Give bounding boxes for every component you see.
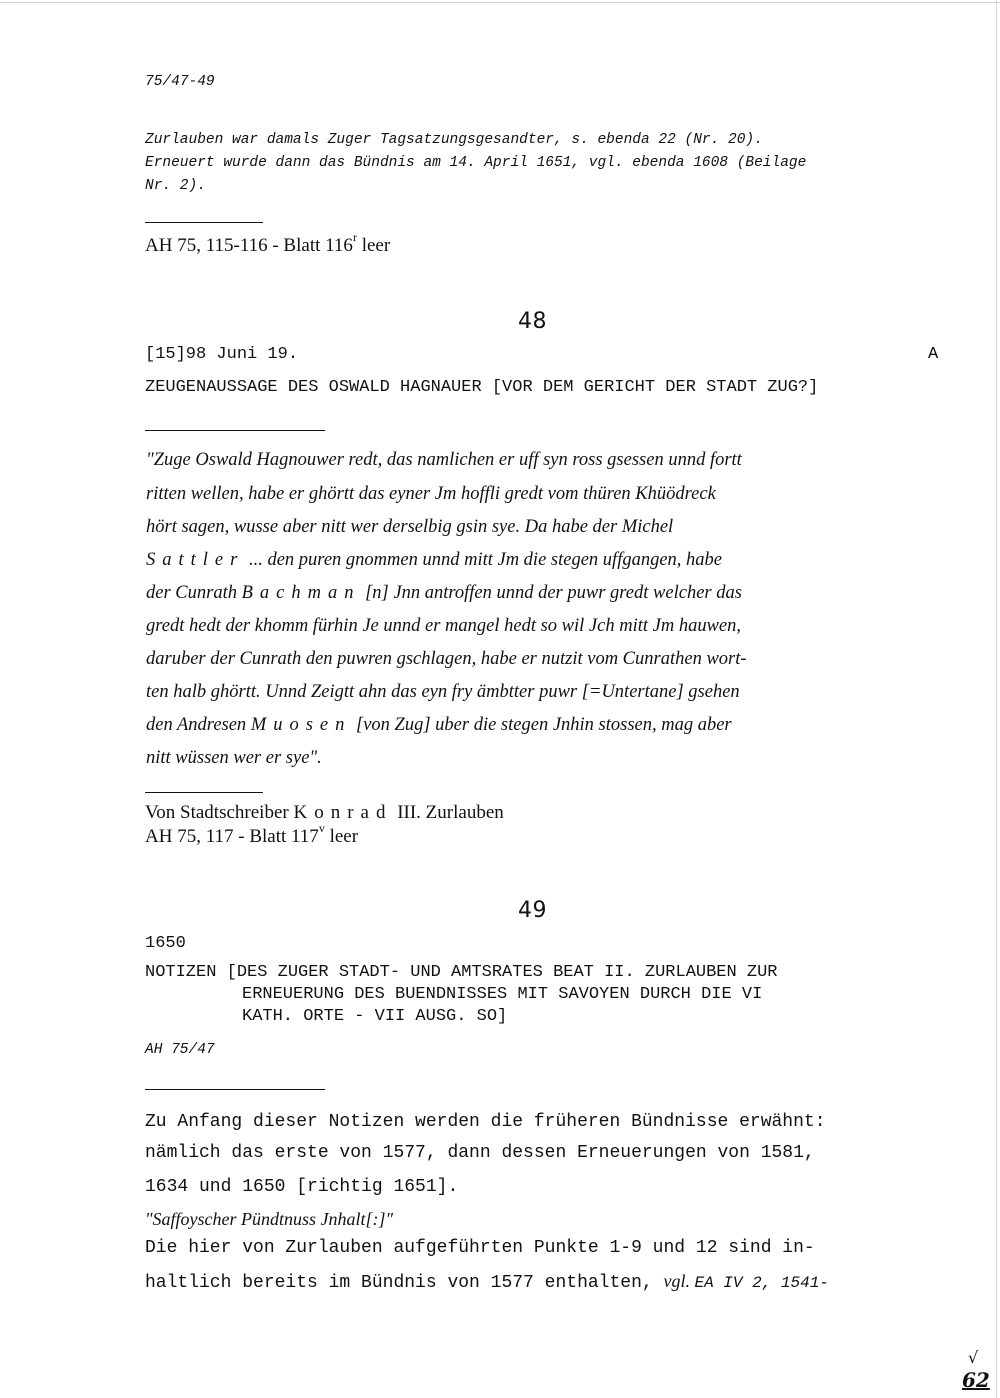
quote-line-3: hört sagen, wusse aber nitt wer derselbig gsin sye. Da habe der Michel: [146, 517, 674, 537]
name-muosen: Muosen: [250, 715, 352, 735]
document-49-title-1: NOTIZEN [DES ZUGER STADT- UND AMTSRATES BEAT II. ZURLAUBEN ZUR: [145, 963, 778, 982]
ah-reference-1-prefix: AH 75, 115-116 - Blatt 116: [145, 235, 353, 256]
source-prefix: Von Stadtschreiber: [145, 802, 294, 823]
document-49-title-3: KATH. ORTE - VII AUSG. SO]: [242, 1007, 508, 1026]
quote-line-5-b: [n] Jnn antroffen unnd der puwr gredt welcher das: [360, 583, 742, 603]
quote-line-10: nitt wüssen wer er sye".: [146, 748, 322, 768]
handwritten-check-icon: √: [968, 1348, 979, 1367]
quote-line-5: [146, 583, 742, 604]
ah-reference-2-suffix: leer: [324, 826, 359, 847]
ah-reference-2-prefix: AH 75, 117 - Blatt 117: [145, 826, 319, 847]
separator-rule: [145, 1089, 325, 1090]
separator-rule: [145, 792, 263, 793]
quote-line-2: ritten wellen, habe er ghörtt das eyner Jm hoffli gredt vom thüren Khüödreck: [146, 484, 716, 504]
document-number-49: 49: [518, 898, 547, 923]
separator-rule: [145, 222, 263, 223]
body-line-5: [145, 1271, 829, 1293]
note-line-3: Nr. 2).: [145, 178, 206, 194]
ah-reference-2-sup: v: [318, 821, 325, 835]
ah-reference-2: [145, 821, 359, 848]
quote-line-4-text: ... den puren gnommen unnd mitt Jm die stegen uffgangen, habe: [248, 550, 723, 570]
quote-line-7: daruber der Cunrath den puwren gschlagen, habe er nutzit vom Cunrathen wort-: [146, 649, 747, 669]
quote-title: "Saffoyscher Pündtnuss Jnhalt[:]": [145, 1209, 394, 1229]
scan-edge-right: [996, 0, 997, 1398]
body-line-5-ref: EA IV 2, 1541-: [694, 1274, 829, 1292]
quote-line-4: [146, 550, 722, 571]
quote-line-5-a: der Cunrath: [146, 583, 242, 603]
quote-line-6: gredt hedt der khomm fürhin Je unnd er mangel hedt so wil Jch mitt Jm hauwen,: [146, 616, 741, 636]
quote-line-9-a: den Andresen: [146, 715, 251, 735]
name-bachman: Bachman: [241, 583, 361, 603]
body-line-2: nämlich das erste von 1577, dann dessen Erneuerungen von 1581,: [145, 1143, 815, 1163]
document-48-title: ZEUGENAUSSAGE DES OSWALD HAGNAUER [VOR DEM GERICHT DER STADT ZUG?]: [145, 378, 819, 397]
quote-line-9-b: [von Zug] uber die stegen Jnhin stossen, mag aber: [351, 715, 732, 735]
source-suffix: III. Zurlauben: [392, 802, 504, 823]
document-48-marker: A: [928, 345, 939, 364]
document-49-date: 1650: [145, 934, 186, 953]
note-line-2: Erneuert wurde dann das Bündnis am 14. April 1651, vgl. ebenda 1608 (Beilage: [145, 155, 807, 171]
quote-line-9: [146, 715, 732, 736]
document-49-title-2: ERNEUERUNG DES BUENDNISSES MIT SAVOYEN DURCH DIE VI: [242, 985, 763, 1004]
quote-line-1: "Zuge Oswald Hagnouwer redt, das namlichen er uff syn ross gsessen unnd fortt: [146, 450, 742, 470]
document-number-48: 48: [518, 309, 547, 334]
handwritten-page-mark: 62: [962, 1368, 990, 1392]
body-line-5-vgl: vgl.: [663, 1271, 695, 1291]
document-48-date: [15]98 Juni 19.: [145, 345, 299, 364]
quote-line-8: ten halb ghörtt. Unnd Zeigtt ahn das eyn fry ämbtter puwr [=Untertane] gsehen: [146, 682, 740, 702]
scan-edge-top: [0, 2, 1000, 3]
note-line-1: Zurlauben war damals Zuger Tagsatzungsgesandter, s. ebenda 22 (Nr. 20).: [145, 132, 763, 148]
body-line-5-a: haltlich bereits im Bündnis von 1577 enthalten,: [145, 1273, 664, 1293]
body-line-1: Zu Anfang dieser Notizen werden die früheren Bündnisse erwähnt:: [145, 1112, 826, 1132]
name-sattler: Sattler: [146, 550, 245, 570]
separator-rule: [145, 430, 325, 431]
body-line-4: Die hier von Zurlauben aufgeführten Punkte 1-9 und 12 sind in-: [145, 1238, 815, 1258]
ah-reference-1: [145, 230, 391, 257]
ah-reference-1-sup: r: [352, 230, 357, 244]
body-line-3: 1634 und 1650 [richtig 1651].: [145, 1177, 459, 1197]
page-reference: 75/47-49: [145, 74, 215, 90]
source-name: Konrad: [293, 802, 393, 823]
ah-reference-1-suffix: leer: [356, 235, 391, 256]
document-49-reference: AH 75/47: [145, 1042, 215, 1058]
